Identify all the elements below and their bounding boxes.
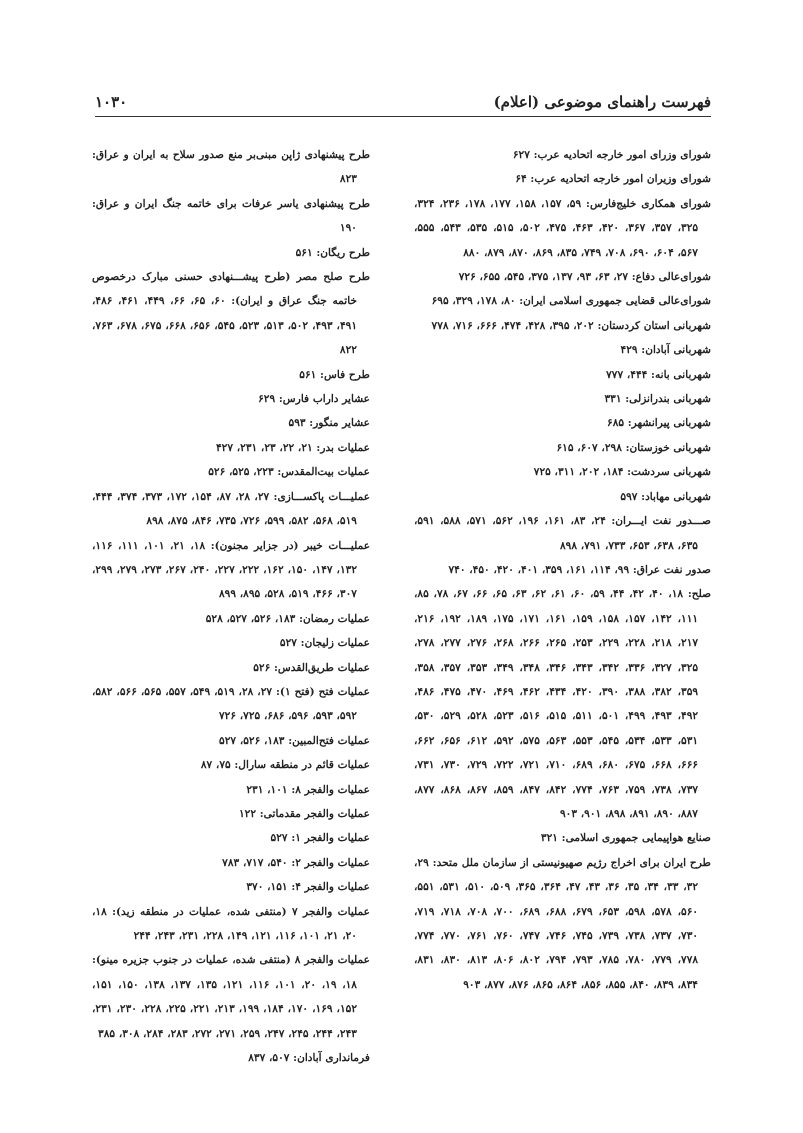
index-entry: عملیات والفجر ۸: ۱۰۱، ۲۳۱	[246, 783, 370, 796]
index-entry: عشایر داراب فارس: ۶۲۹	[258, 393, 370, 406]
index-entry: طرح صلح مصر (طرح پیشـــنهادی حسنی مبارک درخصوص خاتمه جنگ عراق و ایران): ۶۰، ۶۵، ۶۶، ۴۴۹، ۴۶۱، ۴۸۶، ۴۹۱، ۴۹۳، ۵۰۲، ۵۱۳، ۵۲۳، ۵۴۵، ۶۵۶، ۶۶۸، ۶۷۵، ۶۷۸، ۷۶۳، ۸۲۲	[92, 271, 370, 357]
index-entry: شورای‌عالی دفاع: ۲۷، ۶۳، ۹۳، ۱۳۷، ۳۷۵، ۵۴۵، ۶۵۵، ۷۲۶	[458, 271, 711, 284]
index-entry: شورای وزیران امور خارجه اتحادیه عرب: ۶۴	[515, 173, 711, 186]
index-entry: شهربانی سردشت: ۱۸۴، ۲۰۲، ۳۱۱، ۷۲۵	[533, 466, 711, 479]
index-entry: عملیات والفجر مقدماتی: ۱۲۲	[238, 807, 370, 820]
index-entry: صنایع هواپیمایی جمهوری اسلامی: ۳۲۱	[540, 832, 711, 845]
index-entry: طرح پیشنهادی یاسر عرفات برای خاتمه جنگ ایران و عراق: ۱۹۰	[92, 197, 370, 235]
index-entry: شهربانی پیرانشهر: ۶۸۵	[607, 417, 711, 430]
index-entry: عملیات والفجر ۴: ۱۵۱، ۳۷۰	[246, 881, 370, 894]
index-entry: صدور نفت عراق: ۹۹، ۱۱۴، ۱۶۱، ۳۵۹، ۴۰۱، ۴۲۰، ۴۵۰، ۷۴۰	[448, 563, 711, 576]
index-entry: عملیات فتح‌المبین: ۱۸۳، ۵۲۶، ۵۲۷	[219, 734, 370, 747]
index-entry: عشایر منگور: ۵۹۳	[288, 417, 370, 430]
index-entry: عملیات والفجر ۲: ۵۴۰، ۷۱۷، ۷۸۳	[222, 856, 370, 869]
index-entry: صـــدور نفت ایـــران: ۲۴، ۸۳، ۱۶۱، ۱۹۶، ۵۶۲، ۵۷۱، ۵۸۸، ۵۹۱، ۶۳۵، ۶۳۸، ۶۵۳، ۷۳۳، ۷۹۱، ۸۹۸	[414, 515, 712, 552]
index-entry: عملیات زلیجان: ۵۲۷	[279, 637, 370, 650]
index-entry: طرح ریگان: ۵۶۱	[295, 246, 370, 259]
index-entry: عملیات والفجر ۸ (منتفی شده، عملیات در جنوب جزیره مینو): ۱۸، ۱۹، ۲۰، ۱۰۱، ۱۱۶، ۱۲۱، ۱۳۵، ۱۳۷، ۱۳۸، ۱۵۰، ۱۵۱، ۱۵۲، ۱۶۹، ۱۷۰، ۱۸۴، ۱۹۹، ۲۱۳، ۲۲۱، ۲۲۵، ۲۲۸، ۲۳۰، ۲۳۱، ۲۴۳، ۲۴۴، ۲۴۵، ۲۴۷، ۲۵۹، ۲۷۱، ۲۷۲، ۲۸۳، ۲۸۴، ۳۰۸، ۳۸۵	[92, 954, 370, 1040]
index-entry: شهربانی خوزستان: ۲۹۸، ۶۰۷، ۶۱۵	[556, 441, 711, 454]
index-entry: شهربانی استان کردستان: ۲۰۲، ۳۹۵، ۴۲۸، ۴۷۴، ۶۶۶، ۷۱۶، ۷۷۸	[431, 319, 711, 332]
index-entry: عملیـــات خیبر (در جزایر مجنون): ۱۸، ۲۱، ۱۰۱، ۱۱۱، ۱۱۶، ۱۳۲، ۱۴۷، ۱۵۰، ۱۶۲، ۲۲۲، ۲۲۷، ۲۴۰، ۲۶۷، ۲۷۳، ۲۷۹، ۲۹۹، ۳۰۷، ۴۶۶، ۵۱۹، ۵۲۸، ۸۹۵، ۸۹۹	[92, 539, 371, 601]
index-entry: عملیات والفجر ۱: ۵۲۷	[270, 832, 370, 845]
index-column-left	[92, 143, 370, 1070]
page-number: ۱۰۳۰	[95, 93, 128, 111]
index-entry: شهربانی بانه: ۴۴۴، ۷۷۷	[606, 368, 711, 381]
index-entry: عملیات بیت‌المقدس: ۲۲۳، ۵۲۵، ۵۲۶	[208, 466, 370, 479]
index-entry: شهربانی بندرانزلی: ۳۳۱	[604, 393, 711, 406]
index-entry: شورای وزرای امور خارجه اتحادیه عرب: ۶۲۷	[512, 149, 711, 161]
index-entry: فرمانداری آبادان: ۵۰۷، ۸۳۷	[248, 1052, 370, 1065]
index-entry: عملیات بدر: ۲۱، ۲۲، ۲۳، ۲۳۱، ۴۲۷	[215, 441, 370, 454]
index-entry: شهربانی آبادان: ۴۲۹	[620, 344, 711, 357]
index-entry: عملیـــات پاکســـازی: ۲۷، ۲۸، ۸۷، ۱۵۴، ۱۷۲، ۳۷۳، ۳۷۴، ۴۴۴، ۵۱۹، ۵۶۸، ۵۸۲، ۵۹۹، ۷۲۶، ۷۳۵، ۸۴۶، ۸۷۵، ۸۹۸	[92, 490, 371, 528]
index-entry: طرح پیشنهادی ژاپن مبنی‌بر منع صدور سلاح به ایران و عراق: ۸۲۳	[92, 149, 370, 186]
index-entry: طرح ایران برای اخراج رژیم صهیونیستی از سازمان ملل متحد: ۲۹، ۳۲، ۳۳، ۳۴، ۳۵، ۳۶، ۴۳، ۴۷، ۳۶۴، ۳۶۵، ۵۰۹، ۵۱۰، ۵۳۱، ۵۵۱، ۵۶۰، ۵۷۸، ۵۹۸، ۶۵۳، ۶۷۹، ۶۸۸، ۶۸۹، ۷۰۰، ۷۰۸، ۷۱۸، ۷۱۹، ۷۳۰، ۷۳۷، ۷۳۸، ۷۳۹، ۷۴۵، ۷۴۶، ۷۴۷، ۷۶۰، ۷۶۱، ۷۷۰، ۷۷۴، ۷۷۸، ۷۷۹، ۷۸۰، ۷۸۵، ۷۹۳، ۷۹۴، ۸۰۲، ۸۰۶، ۸۱۳، ۸۳۰، ۸۳۱، ۸۳۴، ۸۳۹، ۸۴۰، ۸۵۵، ۸۵۶، ۸۶۴، ۸۶۵، ۸۷۶، ۸۷۷، ۹۰۳	[414, 856, 711, 991]
index-entry: عملیات قائم در منطقه سارال: ۷۵، ۸۷	[200, 759, 370, 772]
index-column-right	[414, 143, 711, 997]
index-entry: عملیات والفجر ۷ (منتفی شده، عملیات در منطقه زید): ۱۸، ۲۰، ۲۱، ۱۰۱، ۱۱۶، ۱۲۱، ۱۴۹، ۲۲۸، ۲۳۱، ۲۴۳، ۲۴۴	[92, 905, 371, 942]
index-entry: طرح فاس: ۵۶۱	[299, 368, 370, 381]
running-title: فهرست راهنمای موضوعی (اعلام)	[493, 93, 711, 111]
page-header	[95, 92, 711, 117]
index-entry: شهربانی مهاباد: ۵۹۷	[620, 490, 711, 503]
index-entry: صلح: ۱۸، ۴۰، ۴۲، ۴۴، ۵۹، ۶۰، ۶۱، ۶۲، ۶۳، ۶۵، ۶۶، ۶۷، ۷۸، ۸۵، ۱۱۱، ۱۴۲، ۱۵۷، ۱۵۸، ۱۵۹، ۱۶۱، ۱۷۱، ۱۷۵، ۱۸۹، ۱۹۲، ۲۱۶، ۲۱۷، ۲۱۸، ۲۲۸، ۲۲۹، ۲۵۳، ۲۶۵، ۲۶۶، ۲۶۸، ۲۷۶، ۲۷۷، ۲۷۸، ۳۲۵، ۳۲۷، ۳۳۶، ۳۴۲، ۳۴۳، ۳۴۶، ۳۴۸، ۳۴۹، ۳۵۳، ۳۵۷، ۳۵۸، ۳۵۹، ۳۸۲، ۳۸۸، ۳۹۰، ۴۲۰، ۴۳۴، ۴۶۲، ۴۶۹، ۴۷۰، ۴۷۵، ۴۸۶، ۴۹۲، ۴۹۳، ۴۹۹، ۵۰۱، ۵۱۱، ۵۱۵، ۵۱۶، ۵۲۳، ۵۲۸، ۵۲۹، ۵۳۰، ۵۳۱، ۵۳۳، ۵۳۴، ۵۴۵، ۵۵۳، ۵۶۳، ۵۷۵، ۵۹۲، ۶۱۲، ۶۵۶، ۶۶۲، ۶۶۶، ۶۶۸، ۶۷۵، ۶۸۰، ۶۸۹، ۷۱۰، ۷۲۱، ۷۲۲، ۷۲۹، ۷۳۰، ۷۳۱، ۷۳۷، ۷۳۸، ۷۵۹، ۷۶۳، ۷۷۴، ۸۴۲، ۸۴۷، ۸۵۹، ۸۶۷، ۸۶۸، ۸۷۷، ۸۸۷، ۸۹۰، ۸۹۱، ۸۹۸، ۹۰۱، ۹۰۳	[414, 588, 712, 820]
index-entry: عملیات رمضان: ۱۸۳، ۵۲۶، ۵۲۷، ۵۲۸	[205, 612, 370, 625]
index-entry: شورای‌عالی قضایی جمهوری اسلامی ایران: ۸۰، ۱۷۸، ۳۲۹، ۶۹۵	[431, 295, 711, 308]
index-entry: عملیات طریق‌القدس: ۵۲۶	[253, 661, 370, 674]
index-entry: عملیات فتح (فتح ۱): ۲۷، ۲۸، ۵۱۹، ۵۴۹، ۵۵۷، ۵۶۵، ۵۶۶، ۵۸۲، ۵۹۲، ۵۹۳، ۵۹۶، ۶۸۶، ۷۲۵، ۷۲۶	[92, 685, 370, 723]
index-entry: شورای همکاری خلیج‌فارس: ۵۹، ۱۵۷، ۱۵۸، ۱۷۷، ۱۷۸، ۲۳۶، ۳۲۴، ۳۲۵، ۳۵۷، ۳۶۷، ۴۲۰، ۴۶۳، ۴۷۵، ۵۰۲، ۵۱۵، ۵۳۵، ۵۴۳، ۵۵۵، ۵۶۷، ۶۰۴، ۶۹۰، ۷۰۸، ۷۴۹، ۸۳۵، ۸۶۹، ۸۷۰، ۸۷۹، ۸۸۰	[414, 197, 712, 259]
